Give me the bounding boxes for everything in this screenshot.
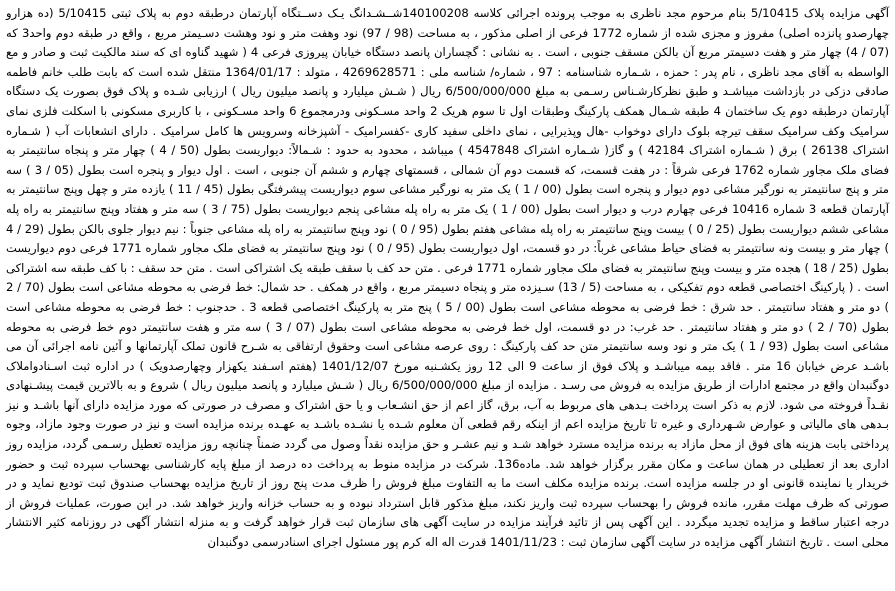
auction-notice-body: آگهی مزایده پلاک 5/10415 بنام مرحوم مجد ناظری به موجب پرونده اجرائی کلاسه 140100208شــشـدانگ یـک دســتگاه آپارتمان درطبقه دوم به پلاک ثبتی 5/10415 (ده هزارو چهارصدو پانزده اصلی) مفروز و مجزی شده از شماره 1772 فرعی از اصلی مذکور ، به مساحت (98 / 97) نود وهفت متر و نود وهشت دسـیمتر مربع ، واقع در طبقه دوم واحد3 که (07 / 4) چهار متر و هفت دسیمتر مربع آن بالکن مسقف جنوبی ، است . به نشانی : گچساران پانصد دستگاه خیابان پیروزی فرعی 4 ( شهید گناوه ای که سند مالکیت ثبت و صادر و مع الواسطه به آقای مجد ناظری ، نام پدر : حمزه ، شـماره شناسنامه : 97 ، شماره/ شناسه ملی : 4269628571 ، متولد : 1364/01/17 منتقل شده است که بابت طلب خانم فاطمه صادقی دزکی در بازداشت میباشـد و طبق نظرکارشـناس رسـمی به مبلغ 6/500/000/000 ریال ( شـش میلیارد و پانصد میلیون ریال ) ارزیابی شـده و پلاک فوق بصورت یک دستگاه آپارتمان درطبقه دوم یک ساختمان 4 طبقه شـمال همکف پارکینگ وطبقات اول تا سوم هریک 2 واحد مسـکونی ودرمجموع 6 واحد مسـکونی ، با کاربری مسکونی با اسکلت فلزی نمای سرامیک وکف سرامیک سقف تیرچه بلوک دارای دوخواب -هال وپذیرایی ، نمای داخلی سفید کاری -کفسرامیک - آشپزخانه وسرویس ها کامل سرامیک . دارای انشعابات آب ( شـماره اشتراک 26138 ) برق ( شـماره اشتراک 42184 ) و گاز( شـماره اشتراک 4547848 ) میباشد ، محدود به حدود : شـمالاً: دیواریست بطول (50 / 4 ) چهار متر و پنجاه سانتیمتر به فضای ملک مجاور شماره 1762 فرعی شرقاً : در هفت قسمت، که قسمت دوم آن شمالی ، قسمتهای چهارم و ششم آن جنوبی ، است . اول دیوار و پنجره است بطول (05 / 3 ) سه متر و پنج سانتیمتر به نورگیر مشاعی دوم دیوار و پنجره است بطول (00 / 1 ) یک متر به نورگیر مشاعی سوم دیواریست پیشرفتگی بطول (45 / 11 ) یازده متر و چهل وپنج سانتیمتر به آپارتمان قطعه 3 شماره 10416 فرعی چهارم درب و دیوار است بطول (00 / 1 ) یک متر به راه پله مشاعی پنجم دیواریست بطول (75 / 3 ) سه متر و هفتاد وپنج سانتیمتر به راه پله مشاعی ششم دیواریست بطول (25 / 0 ) بیست وپنج سانتیمتر به راه پله مشاعی هفتم بطول (95 / 0 ) نود وپنج سانتیمتر به راه پله مشاعی جنوباً : نیم دیوار جلوی بالکن بطول (29 / 4 ) چهار متر و بیست ونه سانتیمتر به فضای حیاط مشاعی غرباً: در دو قسمت، اول دیواریست بطول (95 / 0 ) نود وپنج سانتیمتر به فضای ملک مجاور شماره 1771 فرعی دوم دیواریست بطول (25 / 18 ) هجده متر و بیست وپنج سانتیمتر به فضای ملک مجاور شماره 1771 فرعی . متن حد کف با سقف طبقه یک اشتراکی است . متن حد سقف : با کف طبقه سه اشتراکی است . ( پارکینگ اختصاصی قطعه دوم تفکیکی ، به مساحت (5 / 13) سـیزده متر و پنجاه دسیمتر مربع ، واقع در همکف . حد شمال: خط فرضی به محوطه مشاعی است بطول (70 / 2 ) دو متر و هفتاد سانتیمتر . حد شرق : خط فرضی به محوطه مشاعی است بطول (00 / 5 ) پنج متر به پارکینگ اختصاصی قطعه 3 . حدجنوب : خط فرضی به محوطه مشاعی است بطول (70 / 2 ) دو متر و هفتاد سانتیمتر . حد غرب: در دو قسمت، اول خط فرضی به محوطه مشاعی است بطول (07 / 3 ) سه متر و هفت سانتیمتر دوم خط فرضی به محوطه مشاعی است بطول (93 / 1 ) یک متر و نود وسه سانتیمتر متن حد کف پارکینگ : روی عرصه مشاعی است وحقوق ارتفاقی به شـرح قانون تملک آپارتمانها و آئین نامه اجرائی آن می باشـد عرض خیابان 16 متر . فاقد بیمه میباشـد و پلاک فوق از ساعت 9 الی 12 روز یکشـنبه مورخ 1401/12/07 (هفتم اسـفند یکهزار وچهارصدویک ) در اداره ثبت اسـنادواملاک دوگنبدان واقع در مجتمع ادارات از طریق مزایده به فروش می رسـد . مزایده از مبلغ 6/500/000/000 ریال ( شـش میلیارد و پانصد میلیون ریال ) شروع و به بالاترین قیمت پیشـنهادی نقـداً فروخته می شود. لازم به ذکر است پرداخت بـدهی های مربوط به آب، برق، گاز اعم از حق انشـعاب و یا حق اشتراک و مصرف در صورتی که مورد مزایده دارای آنها باشـد و نیز بـدهی های مالیاتی و عوارض شـهرداری و غیره تا تاریخ مزایده اعم از اینکه رقم قطعی آن معلوم شـده یا نشـده باشـد به عهـده برنده مزایده است و نیز در صورت وجود مازاد، وجوه پرداختی بابت هزینه های فوق از محل مازاد به برنده مزایده مسترد خواهد شـد و نیم عشـر و حق مزایده نقداً وصول می گردد ضمناً چنانچه روز مزایده تعطیل رسـمی گردد، مزایده روز اداری بعد از تعطیلی در همان ساعت و مکان مقرر برگزار خواهد شد. ماده136. شرکت در مزایده منوط به پرداخت ده درصد از مبلغ پایه کارشناسی بهحساب سپرده ثبت و حضور خریدار یا نماینده قانونی او در جلسه مزایده است. برنده مزایده مکلف است ما به التفاوت مبلغ فروش را ظرف مدت پنج روز از تاریخ مزایده بهحساب صندوق ثبت تودیع نماید و در صورتی که ظرف مهلت مقرر، مانده فروش را بهحساب سپرده ثبت واریز نکند، مبلغ مذکور قابل استرداد نبوده و به حساب خزانه واریز خواهد شد. در این صورت، عملیات فروش از درجه اعتبار ساقط و مزایده تجدید میگردد . این آگهی پس از تائید فرآیند مزایده در سایت آگهی های سازمان ثبت قرار خواهد گرفت و به منزله انتشار آگهی در روزنامه کثیر الانتشار محلی است . تاریخ انتشار آگهی مزایده در سایت آگهی سازمان ثبت : 1401/11/23 قدرت اله اله کرم پور مسئول اجرای اسنادرسمی دوگنبدان bbox=[6, 6, 890, 550]
